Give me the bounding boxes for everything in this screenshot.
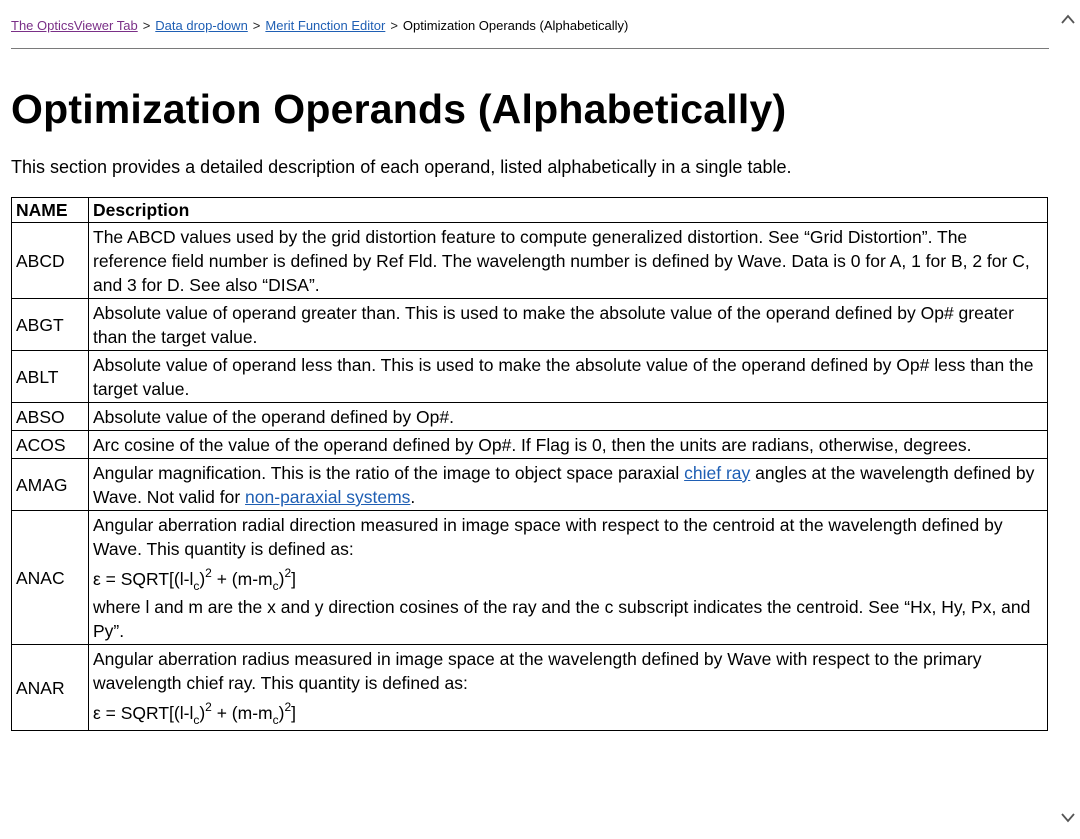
table-header-row (12, 198, 1048, 223)
table-row (12, 459, 1048, 511)
table-row (12, 645, 1048, 731)
link-chief-ray[interactable]: chief ray (684, 463, 751, 483)
table-row (12, 223, 1048, 299)
operand-name: ANAC (12, 511, 89, 645)
breadcrumb-separator: > (142, 18, 151, 33)
description-text: Angular aberration radial direction measured in image space with respect to the centroid at the wavelength defined by Wave. This quantity is defined as: (93, 515, 1003, 559)
page-title: Optimization Operands (Alphabetically) (11, 86, 787, 132)
table-row (12, 351, 1048, 403)
chevron-down-icon[interactable] (1060, 809, 1076, 825)
operand-name: ABLT (12, 351, 89, 403)
operand-description: Absolute value of operand less than. This is used to make the absolute value of the operand defined by Op# less than the target value. (89, 351, 1048, 403)
breadcrumb-separator: > (390, 18, 398, 33)
operand-name: ABSO (12, 403, 89, 431)
operand-name: ANAR (12, 645, 89, 731)
operand-description: Absolute value of the operand defined by Op#. (89, 403, 1048, 431)
description-text: angles at the wavelength defined by Wave. Not valid for (93, 463, 1035, 507)
column-header-name: NAME (12, 198, 89, 223)
operand-name: AMAG (12, 459, 89, 511)
operands-table (11, 197, 1048, 731)
formula: $\varepsilon = SQRT[(l-l_c)^2 + (m-m_c)^2]$ (93, 566, 297, 593)
breadcrumb-current: Optimization Operands (Alphabetically) (402, 18, 629, 33)
operand-description (89, 511, 1048, 645)
operand-description: Absolute value of operand greater than. This is used to make the absolute value of the operand defined by Op# greater than the target value. (89, 299, 1048, 351)
description-text: where l and m are the x and y direction cosines of the ray and the c subscript indicates the centroid. See “Hx, Hy, Px, and Py”. (93, 597, 1031, 641)
breadcrumb-link-merit-function-editor[interactable]: Merit Function Editor (265, 18, 386, 33)
operand-name: ABGT (12, 299, 89, 351)
table-row (12, 299, 1048, 351)
help-page-content (11, 0, 1049, 731)
table-row (12, 431, 1048, 459)
description-text: Angular magnification. This is the ratio of the image to object space paraxial (93, 463, 685, 483)
operand-name: ABCD (12, 223, 89, 299)
table-row (12, 511, 1048, 645)
breadcrumb-link-opticsviewer-tab[interactable]: The OpticsViewer Tab (11, 18, 138, 33)
operand-description (89, 645, 1048, 731)
operand-description (89, 459, 1048, 511)
chevron-up-icon[interactable] (1060, 12, 1076, 28)
link-non-paraxial-systems[interactable]: non-paraxial systems (245, 487, 411, 507)
operand-name: ACOS (12, 431, 89, 459)
breadcrumb-separator: > (252, 18, 261, 33)
description-text: Angular aberration radius measured in image space at the wavelength defined by Wave with respect to the primary wavelength chief ray. This quantity is defined as: (93, 649, 982, 693)
breadcrumb (11, 0, 1049, 49)
breadcrumb-link-data-dropdown[interactable]: Data drop-down (155, 18, 248, 33)
intro-text: This section provides a detailed description of each operand, listed alphabetically in a single table. (11, 157, 792, 177)
operand-description: The ABCD values used by the grid distortion feature to compute generalized distortion. See “Grid Distortion”. The reference field number is defined by Ref Fld. The wavelength number is defined by Wave. Data is 0 for A, 1 for B, 2 for C, and 3 for D. See also “DISA”. (89, 223, 1048, 299)
description-text: . (410, 487, 416, 507)
column-header-description: Description (89, 198, 1048, 223)
operand-description: Arc cosine of the value of the operand defined by Op#. If Flag is 0, then the units are radians, otherwise, degrees. (89, 431, 1048, 459)
formula: $\varepsilon = SQRT[(l-l_c)^2 + (m-m_c)^2]$ (93, 700, 297, 727)
table-row (12, 403, 1048, 431)
